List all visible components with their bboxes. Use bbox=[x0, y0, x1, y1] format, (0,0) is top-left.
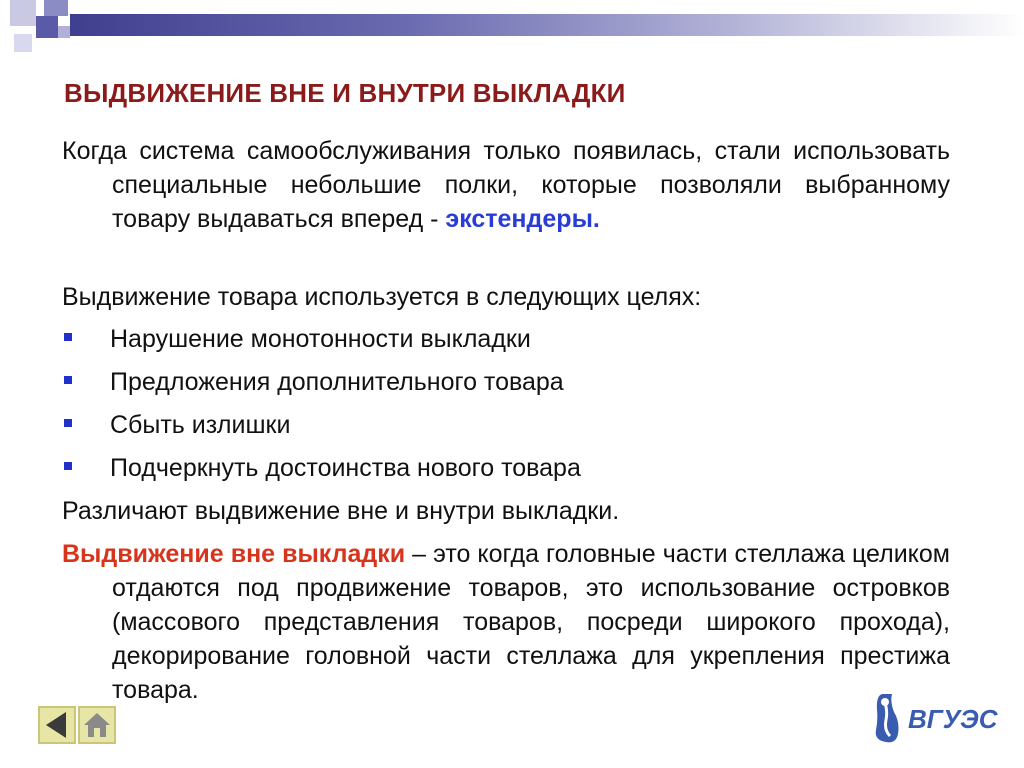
slide-title: ВЫДВИЖЕНИЕ ВНЕ И ВНУТРИ ВЫКЛАДКИ bbox=[64, 78, 626, 108]
goals-list bbox=[62, 322, 581, 494]
intro-paragraph bbox=[62, 134, 950, 236]
list-item bbox=[62, 408, 581, 451]
logo-text: ВГУЭС bbox=[908, 704, 998, 734]
list-item bbox=[62, 451, 581, 494]
list-item bbox=[62, 365, 581, 408]
triangle-left-icon bbox=[40, 708, 74, 742]
house-icon bbox=[80, 708, 114, 742]
goals-heading: Выдвижение товара используется в следующих целях: bbox=[62, 283, 702, 311]
bullet-square-icon bbox=[64, 333, 72, 341]
bullet-square-icon bbox=[64, 376, 72, 384]
list-item-text: Предложения дополнительного товара bbox=[110, 368, 564, 396]
bullet-square-icon bbox=[64, 462, 72, 470]
back-button[interactable] bbox=[38, 706, 76, 744]
university-logo bbox=[872, 690, 1012, 746]
list-item-text: Нарушение монотонности выкладки bbox=[110, 325, 531, 353]
list-item-text: Подчеркнуть достоинства нового товара bbox=[110, 454, 581, 482]
intro-text: Когда система самообслуживания только появилась, стали использовать специальные небольшие полки, которые позволяли выбранному товару выдаваться вперед - bbox=[62, 137, 950, 233]
list-item-text: Сбыть излишки bbox=[110, 411, 291, 439]
intro-highlight: экстендеры. bbox=[445, 205, 600, 233]
logo-emblem-icon bbox=[872, 690, 1012, 746]
list-item bbox=[62, 322, 581, 365]
bullet-square-icon bbox=[64, 419, 72, 427]
header-gradient-bar bbox=[70, 14, 1024, 36]
definition-paragraph bbox=[62, 537, 950, 707]
home-button[interactable] bbox=[78, 706, 116, 744]
distinguish-text: Различают выдвижение вне и внутри выкладки. bbox=[62, 497, 620, 525]
definition-term: Выдвижение вне выкладки bbox=[62, 540, 406, 568]
definition-text: – это когда головные части стеллажа целиком отдаются под продвижение товаров, это использование островков (массового представления товаров, посреди широкого прохода), декорирование головной части стеллажа для укрепления престижа товара. bbox=[112, 540, 950, 704]
